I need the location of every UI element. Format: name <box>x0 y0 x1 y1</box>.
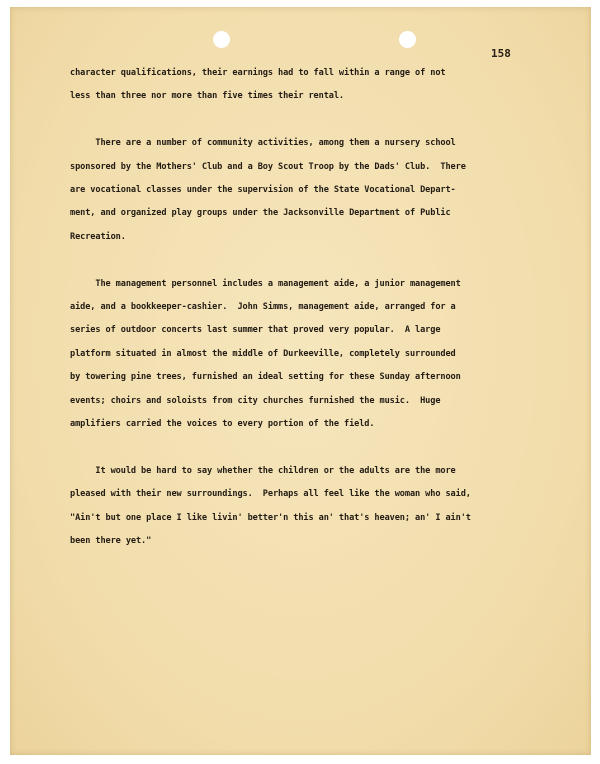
text-line: ment, and organized play groups under the Jacksonville Department of Public <box>70 208 451 219</box>
text-line: pleased with their new surroundings. Perhaps all feel like the woman who said, <box>70 489 471 500</box>
paragraph <box>70 273 540 437</box>
text-line: sponsored by the Mothers' Club and a Boy Scout Troop by the Dads' Club. There <box>70 161 466 172</box>
paragraph <box>70 460 540 554</box>
text-line: The management personnel includes a management aide, a junior management <box>70 278 461 289</box>
text-line: amplifiers carried the voices to every portion of the field. <box>70 419 375 430</box>
text-line: "Ain't but one place I like livin' better'n this an' that's heaven; an' I ain't <box>70 512 471 523</box>
page-number: 158 <box>491 47 511 60</box>
text-line: events; choirs and soloists from city churches furnished the music. Huge <box>70 395 441 406</box>
text-line: There are a number of community activities, among them a nursery school <box>70 138 456 149</box>
text-line: aide, and a bookkeeper-cashier. John Simms, management aide, arranged for a <box>70 302 456 313</box>
text-line: It would be hard to say whether the children or the adults are the more <box>70 465 456 476</box>
punch-hole-left <box>213 31 230 48</box>
text-line: character qualifications, their earnings had to fall within a range of not <box>70 68 446 78</box>
text-line: are vocational classes under the supervision of the State Vocational Depart- <box>70 185 456 196</box>
body-text <box>70 62 540 577</box>
text-line: series of outdoor concerts last summer that proved very popular. A large <box>70 325 441 336</box>
text-line: been there yet." <box>70 536 152 547</box>
text-line: platform situated in almost the middle of Durkeeville, completely surrounded <box>70 348 456 359</box>
paragraph <box>70 132 540 249</box>
punch-hole-right <box>399 31 416 48</box>
text-line: less than three nor more than five times their rental. <box>70 91 344 102</box>
text-line: by towering pine trees, furnished an ideal setting for these Sunday afternoon <box>70 372 461 383</box>
paragraph <box>70 62 540 109</box>
text-line: Recreation. <box>70 231 126 242</box>
